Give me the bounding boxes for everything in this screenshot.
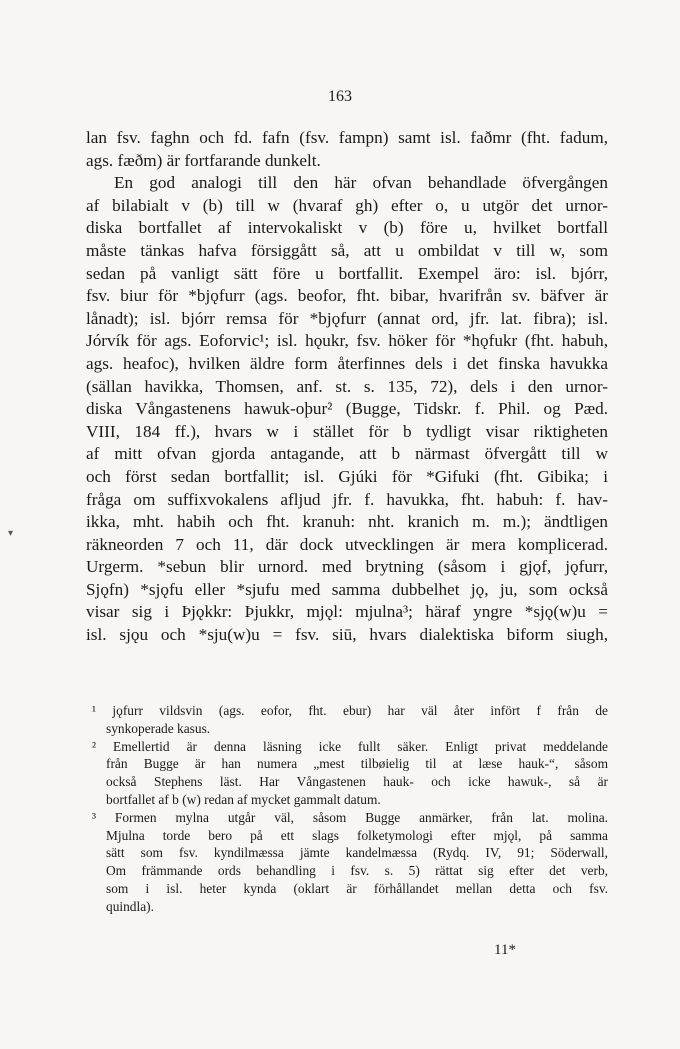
text-line: fsv. biur för *bjǫfurr (ags. beofor, fht. bibar, hvarifrån sv. bäfver är	[86, 286, 608, 306]
text-line: VIII, 184 ff.), hvars w i stället för b tydligt visar riktigheten	[86, 421, 608, 441]
footnotes	[86, 702, 608, 916]
footnote-line: sätt som fsv. kyndilmæssa jämte kandelmæssa (Rydq. IV, 91; Söderwall,	[106, 845, 608, 861]
text-line: af bilabialt v (b) till w (hvaraf gh) efter o, u utgör det urnor-	[86, 195, 608, 215]
text-line: sedan på vanligt sätt före u bortfallit. Exempel äro: isl. bjórr,	[86, 263, 608, 283]
footnote-line: ³ Formen mylna utgår väl, såsom Bugge anmärker, från lat. molina.	[92, 809, 608, 825]
text-line: lan fsv. faghn och fd. fafn (fsv. fampn) samt isl. faðmr (fht. fadum,	[86, 128, 608, 147]
text-line: En god analogi till den här ofvan behandlade öfvergången	[114, 173, 608, 193]
footnote-line: Mjulna torde bero på ett slags folketymologi efter mjǫl, på samma	[106, 827, 608, 843]
text-line: och först sedan bortfallit; isl. Gjúki för *Gifuki (fht. Gibika; i	[86, 466, 608, 486]
text-line: (sällan havikka, Thomsen, anf. st. s. 135, 72), dels i den urnor-	[86, 376, 608, 396]
text-line: ags. fæðm) är fortfarande dunkelt.	[86, 150, 321, 170]
text-line: visar sig i Þjǫkkr: Þjukkr, mjǫl: mjulna³; häraf yngre *sjǫ(w)u =	[86, 602, 608, 622]
footnote-line: quindla).	[106, 898, 154, 914]
footnote-line: bortfallet af b (w) redan af mycket gammalt datum.	[106, 791, 381, 807]
text-line: af mitt ofvan gjorda antagande, att b närmast öfvergått till w	[86, 444, 608, 464]
footnote-line: Om främmande ords behandling i fsv. s. 5) rättat sig efter det verb,	[106, 863, 608, 879]
margin-mark: ▾	[8, 528, 14, 539]
text-line: ags. heafoc), hvilken äldre form återfinnes dels i det finska havukka	[86, 353, 608, 373]
text-line: diska bortfallet af intervokaliskt v (b) före u, hvilket bortfall	[86, 218, 608, 238]
text-line: Sjǫfn) *sjǫfu eller *sjufu med samma dubbelhet jǫ, ju, som också	[86, 579, 608, 599]
text-line: Jórvík för ags. Eoforvic¹; isl. hǫukr, fsv. höker för *hǫfukr (fht. habuh,	[86, 331, 608, 351]
signature-mark: 11*	[494, 942, 516, 958]
footnote-line: synkoperade kasus.	[106, 720, 211, 736]
text-line: räkneorden 7 och 11, där dock utvecklingen är mera komplicerad.	[86, 534, 608, 554]
footnote-line: också Stephens läst. Har Vångastenen hauk- och icke hawuk-, så är	[106, 774, 608, 790]
text-line: ikka, mht. habih och fht. kranuh: nht. kranich m. m.); ändtligen	[86, 512, 608, 532]
footnote-line: från Bugge är han numera „mest tilbøielig til at læse hauk-“, såsom	[106, 756, 608, 772]
footnote-line: ² Emellertid är denna läsning icke fullt säker. Enligt privat meddelande	[92, 738, 608, 754]
text-line: fråga om suffixvokalens afljud jfr. f. havukka, fht. habuh: f. hav-	[86, 489, 608, 509]
text-line: Urgerm. *sebun blir urnord. med brytning (såsom i gjǫf, jǫfurr,	[86, 557, 608, 577]
body-text	[86, 127, 608, 647]
text-line: diska Vångastenens hawuk-oþur² (Bugge, Tidskr. f. Phil. og Pæd.	[86, 399, 608, 419]
text-line: måste tänkas hafva försiggått så, att u ombildat v till w, som	[86, 240, 608, 260]
text-line: isl. sjǫu och *sju(w)u = fsv. siū, hvars dialektiska biform siugh,	[86, 625, 608, 645]
page-number: 163	[328, 88, 352, 105]
footnote-line: som i isl. heter kynda (oklart är förhållandet mellan detta och fsv.	[106, 880, 608, 896]
text-line: lånadt); isl. bjórr remsa för *bjǫfurr (annat ord, jfr. lat. fibra); isl.	[86, 308, 608, 328]
footnote-line: ¹ jǫfurr vildsvin (ags. eofor, fht. ebur) har väl åter infört f från de	[92, 703, 608, 718]
